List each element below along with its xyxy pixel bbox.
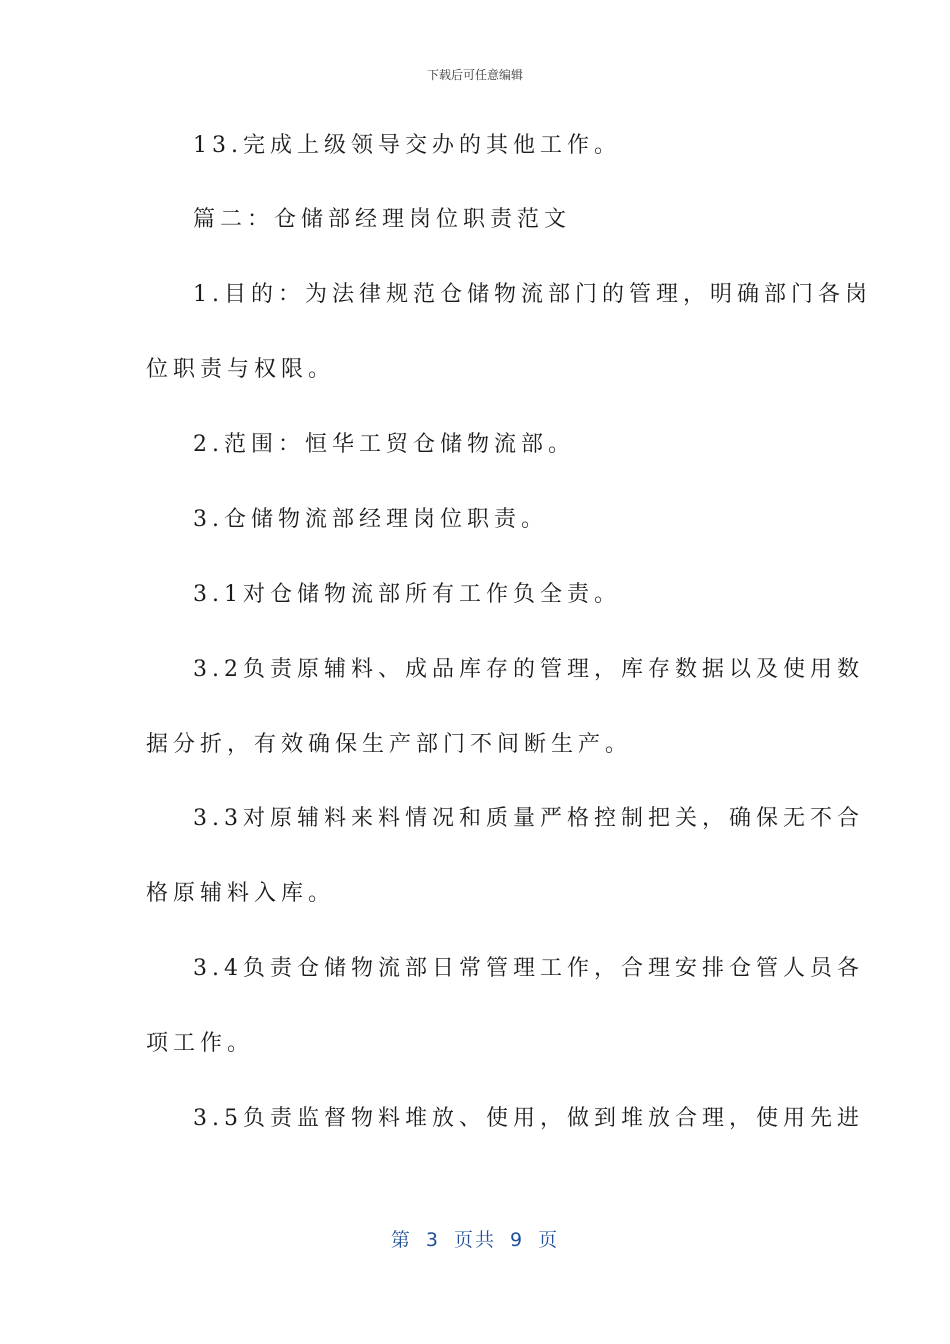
paragraph-line: 项工作。 xyxy=(146,1031,255,1056)
paragraph-line: 3.2负责原辅料、成品库存的管理，库存数据以及使用数 xyxy=(193,657,864,682)
paragraph-line: 3.1对仓储物流部所有工作负全责。 xyxy=(193,582,621,607)
page-footer xyxy=(0,1225,950,1252)
footer-current-page: 3 xyxy=(425,1229,440,1251)
footer-suffix: 页 xyxy=(538,1229,560,1251)
paragraph-line: 位职责与权限。 xyxy=(146,357,336,382)
section-heading: 篇二：仓储部经理岗位职责范文 xyxy=(193,207,572,232)
paragraph-line: 3.3对原辅料来料情况和质量严格控制把关，确保无不合 xyxy=(193,806,864,831)
paragraph-line: 3.仓储物流部经理岗位职责。 xyxy=(193,507,548,532)
footer-middle: 页共 xyxy=(453,1229,496,1251)
paragraph-line: 格原辅料入库。 xyxy=(146,881,336,906)
footer-prefix: 第 xyxy=(390,1229,412,1251)
footer-total-pages: 9 xyxy=(510,1229,525,1251)
paragraph-line: 13.完成上级领导交办的其他工作。 xyxy=(193,133,621,158)
paragraph-line: 2.范围：恒华工贸仓储物流部。 xyxy=(193,432,575,457)
paragraph-line: 3.5负责监督物料堆放、使用，做到堆放合理，使用先进 xyxy=(193,1106,864,1131)
paragraph-line: 1.目的：为法律规范仓储物流部门的管理，明确部门各岗 xyxy=(193,282,872,307)
page-header-note: 下载后可任意编辑 xyxy=(426,68,523,82)
paragraph-line: 3.4负责仓储物流部日常管理工作，合理安排仓管人员各 xyxy=(193,956,864,981)
paragraph-line: 据分折，有效确保生产部门不间断生产。 xyxy=(146,732,633,757)
